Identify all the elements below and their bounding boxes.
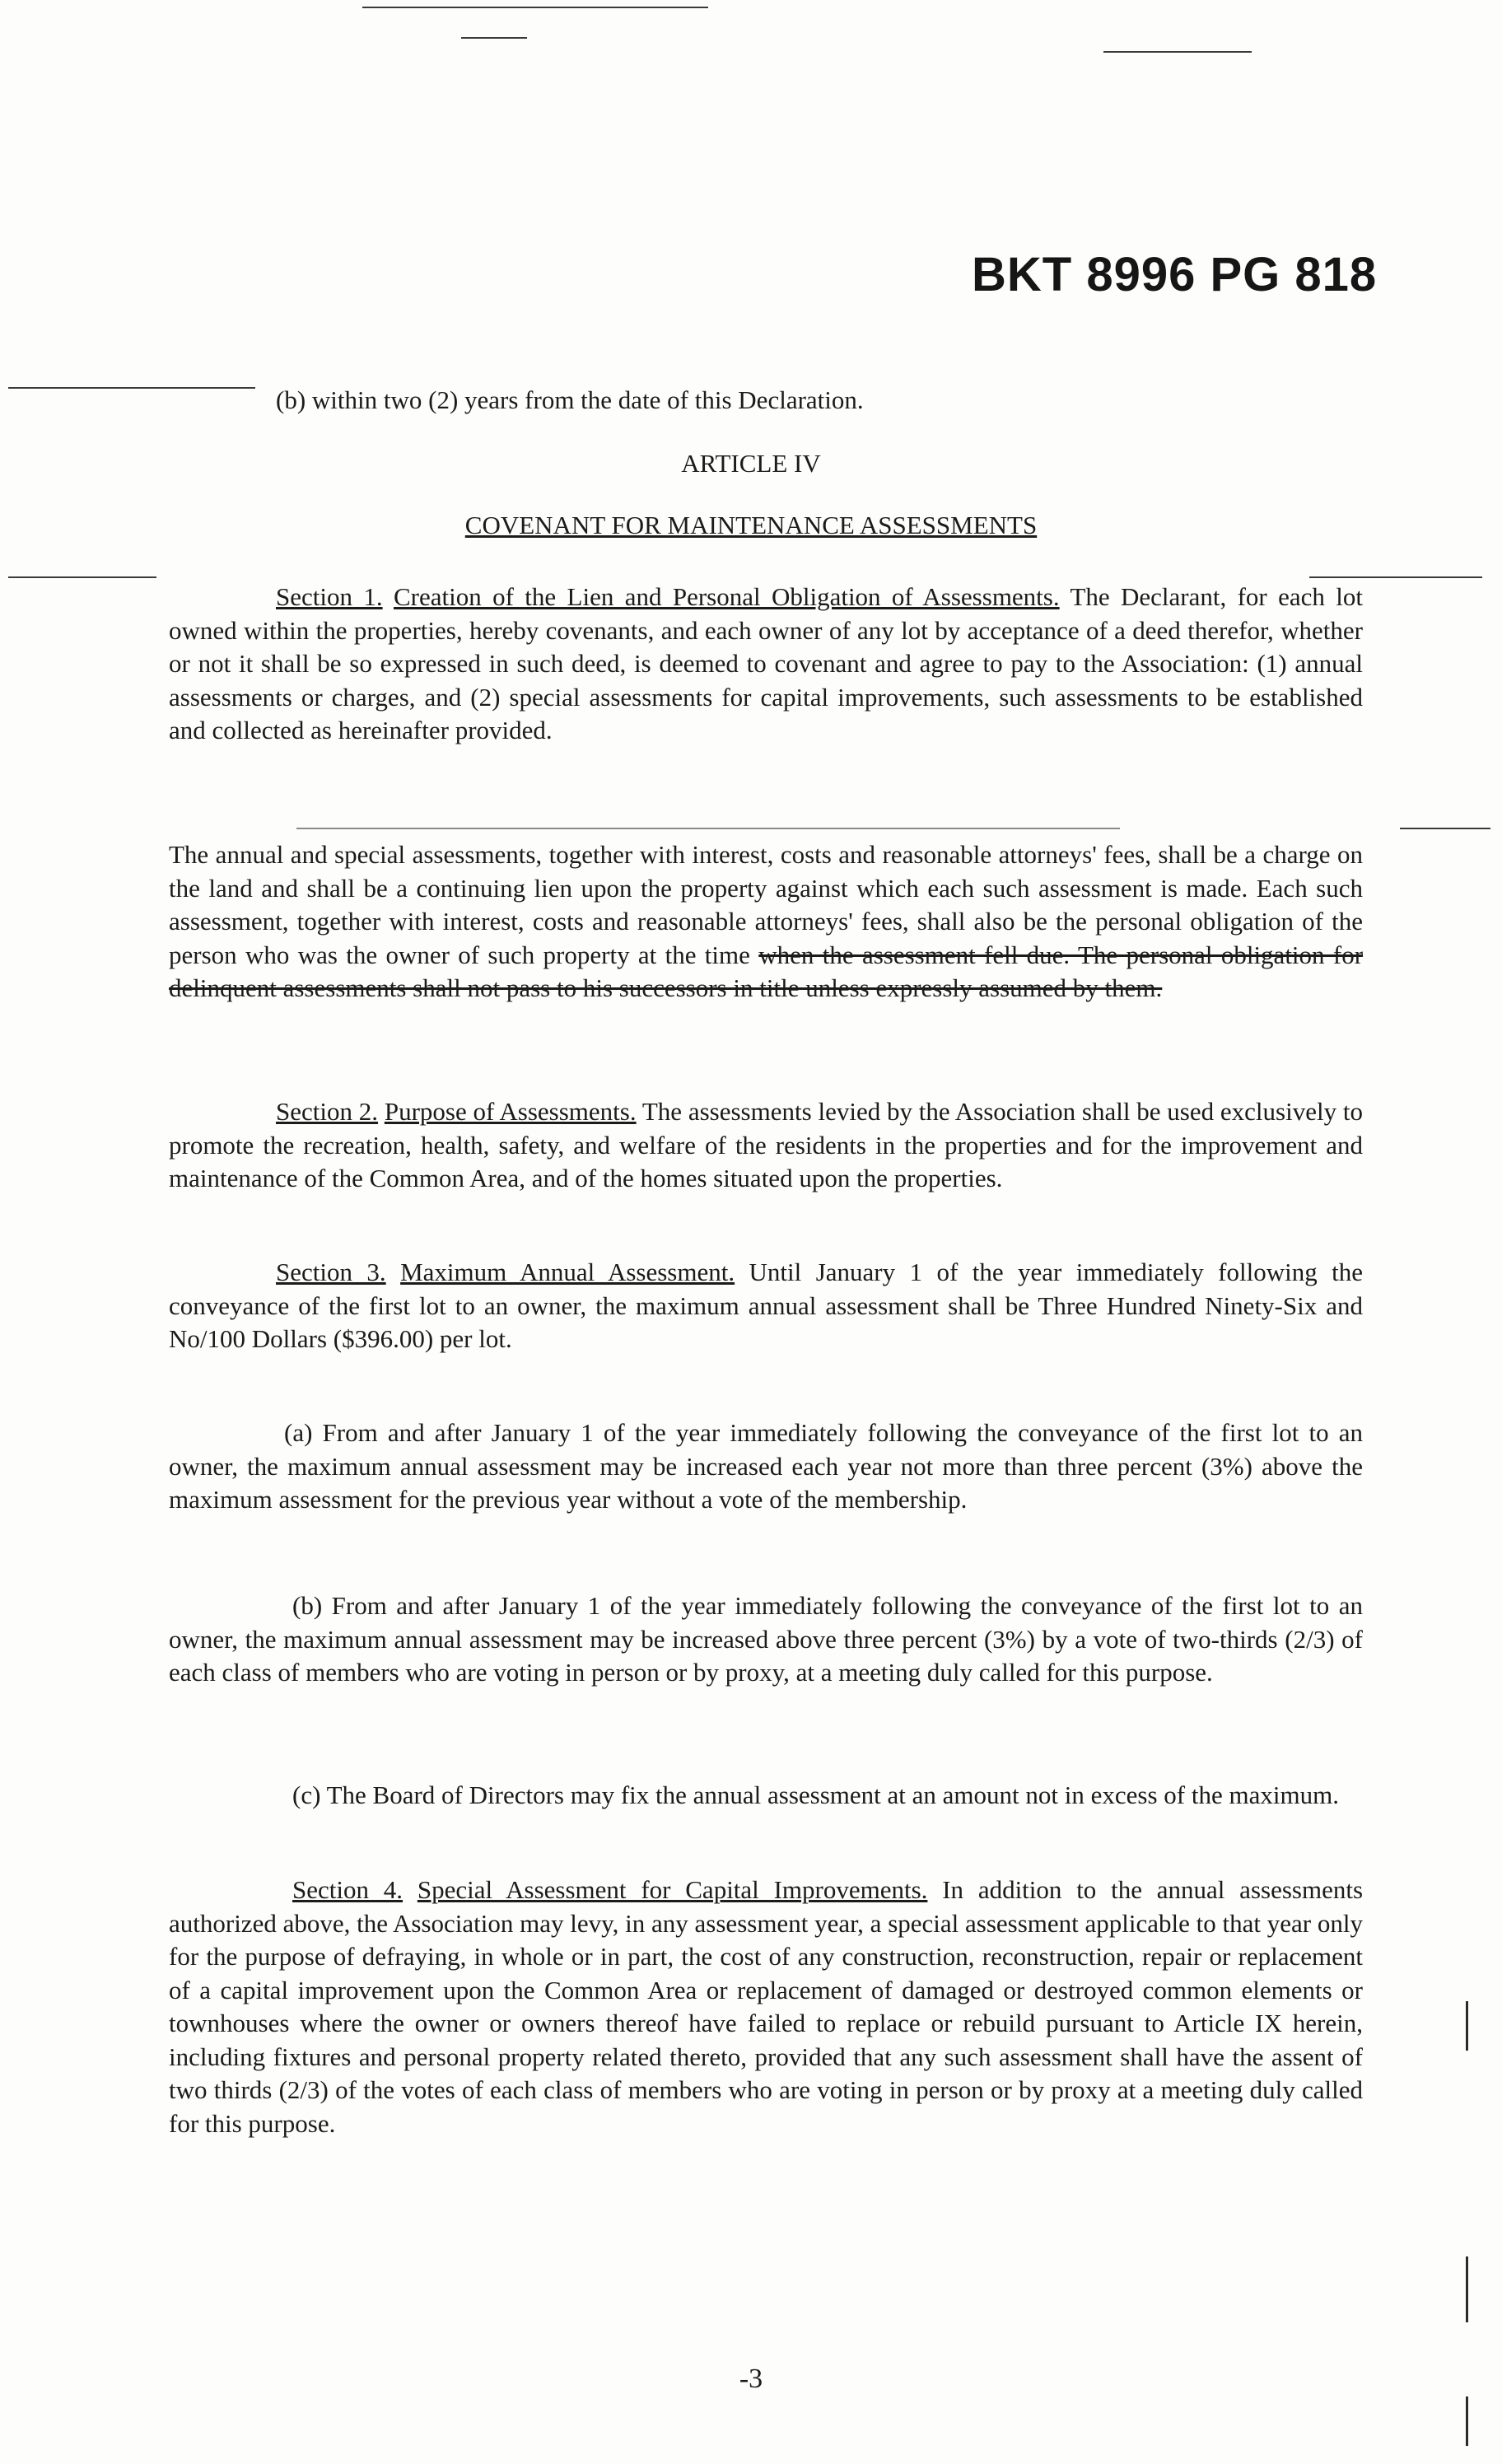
section-3-paragraph [169,1256,1363,1356]
section-4-heading: Section 4. [292,1875,403,1904]
section-3-title: Maximum Annual Assessment. [400,1258,735,1286]
article-title: COVENANT FOR MAINTENANCE ASSESSMENTS [464,511,1038,539]
scan-artifact [1400,828,1490,829]
section-1-paragraph [169,581,1363,748]
section-3-text: Until January 1 of the year immediately following the conveyance of the first lot to an owner, the maximum annual assessment shall be Three Hundred Ninety-Six and No/100 Dollars ($396.00) per lot. [169,1258,1364,1353]
section-3-sub-b-text: (b) From and after January 1 of the year immediately following the conveyance of the first lot to an owner, the maximum annual assessment may be increased above three percent (3%) by a vote of two-thirds (2/3) of each class of members who are voting in person or by proxy, at a meeting duly called for this purpose. [169,1591,1363,1687]
scan-artifact [1466,2001,1468,2051]
section-1-title: Creation of the Lien and Personal Obligation of Assessments. [393,582,1060,611]
book-page-stamp: BKT 8996 PG 818 [972,248,1378,301]
scan-artifact [8,576,156,578]
scan-artifact [296,828,1120,829]
section-2-text: The assessments levied by the Association shall be used exclusively to promote the recreation, health, safety, and welfare of the residents in the properties and for the improvement and maintenance of the Common Area, and of the homes situated upon the properties. [169,1097,1363,1192]
section-2-heading: Section 2. [276,1097,379,1126]
section-1-heading: Section 1. [276,582,383,611]
section-1-text: The Declarant, for each lot owned within the properties, hereby covenants, and each owner of any lot by acceptance of a deed therefor, whether or not it shall be so expressed in such deed, is deemed to covenant and agree to pay to the Association: (1) annual assessments or charges, and (2) special assessments for capital improvements, such assessments to be established and collected as hereinafter provided. [169,582,1363,744]
article-number: ARTICLE IV [681,449,821,478]
section-3-sub-a-text: (a) From and after January 1 of the year immediately following the conveyance of the first lot to an owner, the maximum annual assessment may be increased each year not more than three percent (3%) above the maximum assessment for the previous year without a vote of the membership. [169,1418,1363,1514]
scan-artifact [8,387,255,389]
section-3-sub-b [169,1589,1363,1690]
scan-artifact [1103,51,1252,53]
section-3-heading: Section 3. [276,1258,386,1286]
section-4-title: Special Assessment for Capital Improvements. [417,1875,928,1904]
scan-artifact [1466,2396,1468,2446]
section-1-text-2: The annual and special assessments, together with interest, costs and reasonable attorneys' fees, shall be a charge on the land and shall be a continuing lien upon the property against which each such assessment is made. Each such assessment, together with interest, costs and reasonable attorneys' fees, shall also be the personal obligation of the person who was the owner of such property at the time [169,840,1363,969]
scan-artifact [1466,2256,1468,2322]
section-3-sub-c-text: (c) The Board of Directors may fix the annual assessment at an amount not in excess of the maximum. [292,1780,1339,1809]
scan-artifact [362,7,708,8]
section-1-paragraph-2 [169,838,1363,1006]
section-4-text: In addition to the annual assessments authorized above, the Association may levy, in any assessment year, a special assessment applicable to that year only for the purpose of defraying, in whole or in part, the cost of any construction, reconstruction, repair or replacement of a capital improvement upon the Common Area or replacement of damaged or destroyed common elements or townhouses where the owner or owners thereof have failed to replace or rebuild pursuant to Article IX herein, including fixtures and personal property related thereto, provided that any such assessment shall have the assent of two thirds (2/3) of the votes of each class of members who are voting in person or by proxy at a meeting duly called for this purpose. [169,1875,1364,2138]
section-3-sub-c [169,1779,1363,1813]
section-2-paragraph [169,1095,1363,1196]
item-b-line: (b) within two (2) years from the date of this Declaration. [276,385,864,414]
section-3-sub-a [169,1416,1363,1517]
section-2-title: Purpose of Assessments. [384,1097,637,1126]
section-1-struck-text: when the assessment fell due. The personal obligation for delinquent assessments shall not pass to his successors in title unless expressly assumed by them. [169,940,1364,1002]
scan-artifact [461,37,527,39]
scan-artifact [1309,576,1482,578]
section-4-paragraph [169,1874,1363,2140]
page-number: -3 [739,2364,763,2394]
